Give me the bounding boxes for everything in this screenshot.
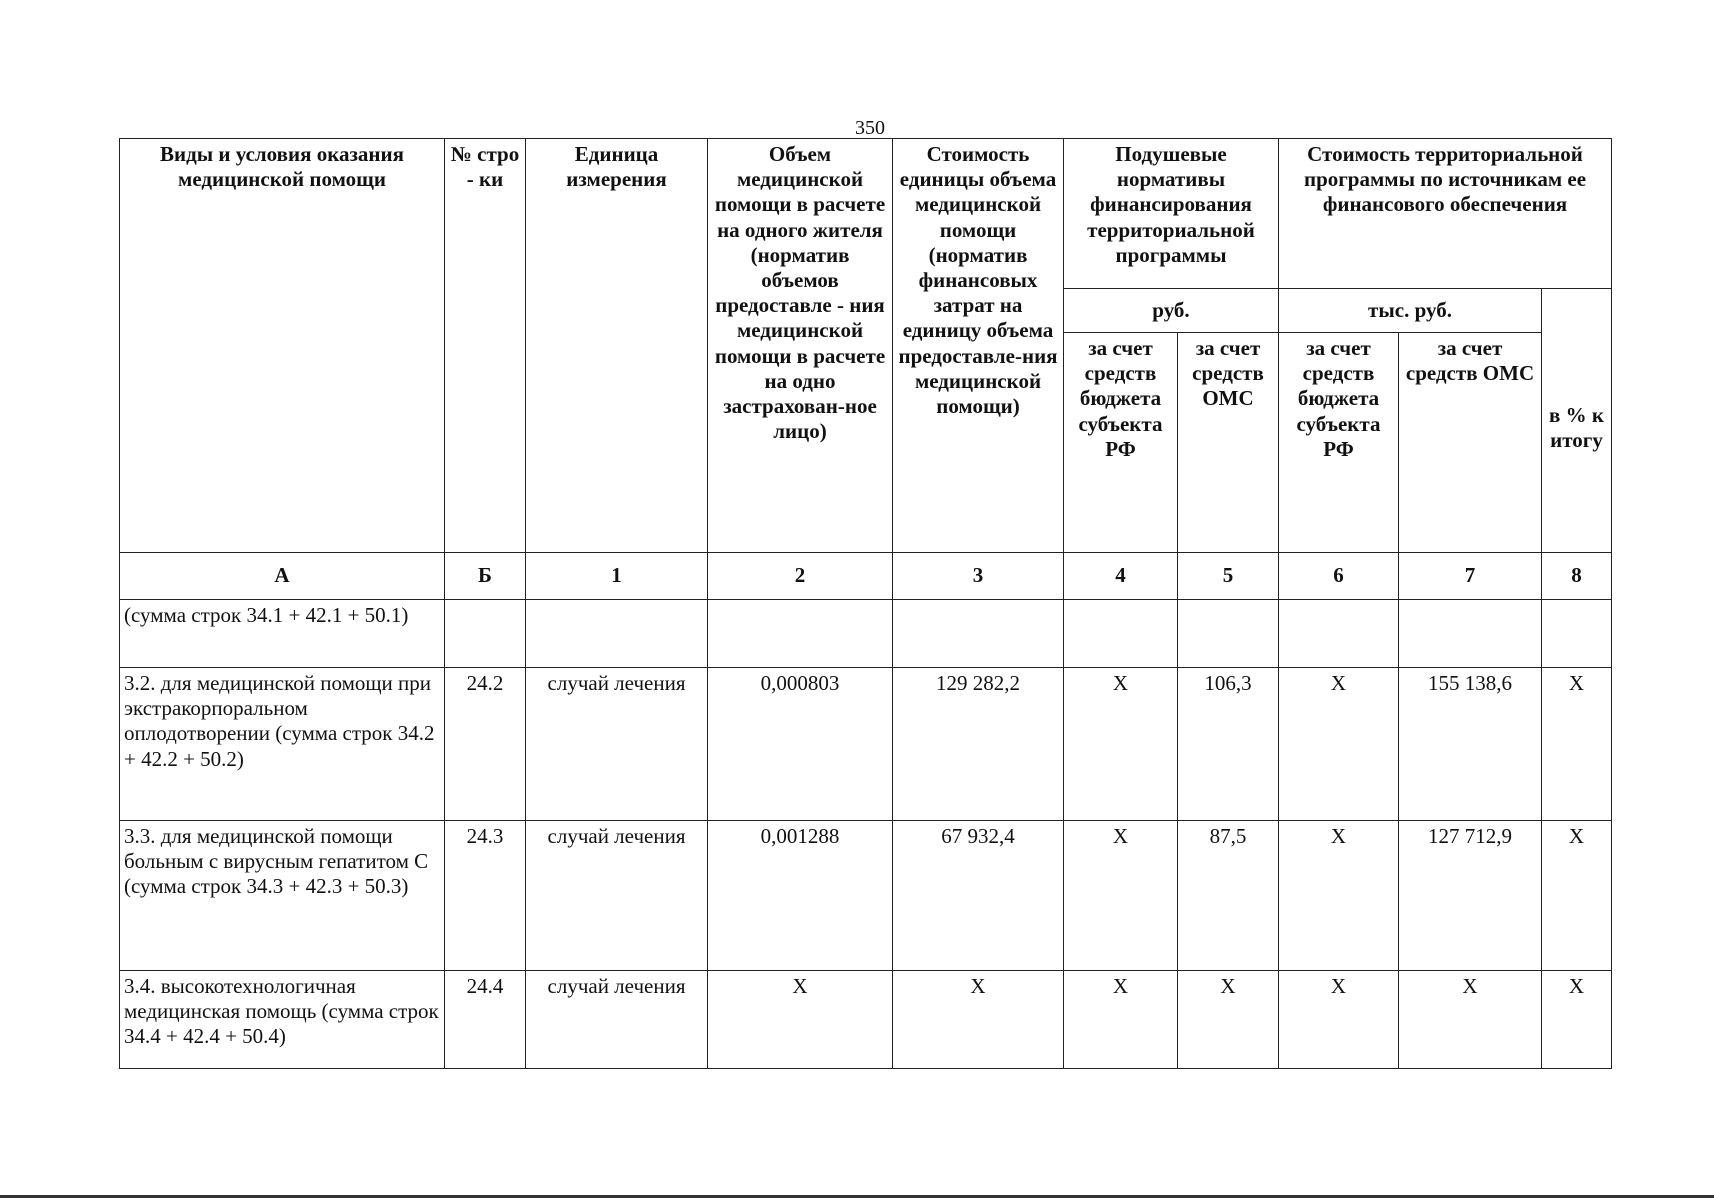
row-col7: Х: [1399, 971, 1542, 1069]
row-col7: [1399, 600, 1542, 668]
territorial-program-table: [119, 138, 1612, 1069]
row-col7: 155 138,6: [1399, 668, 1542, 821]
row-cost: 67 932,4: [893, 821, 1064, 971]
column-number: 8: [1542, 553, 1612, 600]
row-col8: Х: [1542, 668, 1612, 821]
row-number: 24.4: [445, 971, 526, 1069]
row-cost: [893, 600, 1064, 668]
header-cost: Стоимость единицы объема медицинской помощи (норматив финансовых затрат на единицу объема предоставле-ния медицинской помощи): [893, 139, 1064, 553]
row-col4: Х: [1064, 821, 1178, 971]
row-number: [445, 600, 526, 668]
header-oms-tys: за счет средств ОМС: [1399, 333, 1542, 553]
table-row: [120, 600, 1612, 668]
header-rub: руб.: [1064, 289, 1279, 333]
row-col8: Х: [1542, 971, 1612, 1069]
column-number: 3: [893, 553, 1064, 600]
header-type: Виды и условия оказания медицинской помощи: [120, 139, 445, 553]
row-volume: 0,001288: [708, 821, 893, 971]
row-col5: 87,5: [1178, 821, 1279, 971]
column-number: 7: [1399, 553, 1542, 600]
column-numbers-row: [120, 553, 1612, 600]
header-unit: Единица измерения: [526, 139, 708, 553]
table-row: [120, 668, 1612, 821]
header-budget-tys: за счет средств бюджета субъекта РФ: [1279, 333, 1399, 553]
column-number: 4: [1064, 553, 1178, 600]
row-col6: Х: [1279, 971, 1399, 1069]
row-col6: [1279, 600, 1399, 668]
row-col4: [1064, 600, 1178, 668]
row-label: (сумма строк 34.1 + 42.1 + 50.1): [120, 600, 445, 668]
column-number: 5: [1178, 553, 1279, 600]
row-volume: Х: [708, 971, 893, 1069]
row-col6: Х: [1279, 668, 1399, 821]
header-tys-rub: тыс. руб.: [1279, 289, 1542, 333]
row-col5: Х: [1178, 971, 1279, 1069]
row-cost: Х: [893, 971, 1064, 1069]
header-budget-rub: за счет средств бюджета субъекта РФ: [1064, 333, 1178, 553]
header-oms-rub: за счет средств ОМС: [1178, 333, 1279, 553]
column-number: А: [120, 553, 445, 600]
row-col8: [1542, 600, 1612, 668]
row-cost: 129 282,2: [893, 668, 1064, 821]
row-volume: [708, 600, 893, 668]
row-number: 24.2: [445, 668, 526, 821]
row-label: 3.3. для медицинской помощи больным с вирусным гепатитом С (сумма строк 34.3 + 42.3 + 50.3): [120, 821, 445, 971]
row-unit: случай лечения: [526, 668, 708, 821]
row-col7: 127 712,9: [1399, 821, 1542, 971]
row-unit: случай лечения: [526, 821, 708, 971]
row-unit: случай лечения: [526, 971, 708, 1069]
column-number: 6: [1279, 553, 1399, 600]
table-row: [120, 971, 1612, 1069]
header-row-no: № стро - ки: [445, 139, 526, 553]
row-col6: Х: [1279, 821, 1399, 971]
row-col5: 106,3: [1178, 668, 1279, 821]
column-number: Б: [445, 553, 526, 600]
row-col4: Х: [1064, 668, 1178, 821]
row-label: 3.2. для медицинской помощи при экстракорпоральном оплодотворении (сумма строк 34.2 + 42.2 + 50.2): [120, 668, 445, 821]
column-number: 2: [708, 553, 893, 600]
row-number: 24.3: [445, 821, 526, 971]
row-col8: Х: [1542, 821, 1612, 971]
row-col4: Х: [1064, 971, 1178, 1069]
row-volume: 0,000803: [708, 668, 893, 821]
header-per-capita: Подушевые нормативы финансирования территориальной программы: [1064, 139, 1279, 289]
row-col5: [1178, 600, 1279, 668]
row-label: 3.4. высокотехнологичная медицинская помощь (сумма строк 34.4 + 42.4 + 50.4): [120, 971, 445, 1069]
header-program-cost: Стоимость территориальной программы по источникам ее финансового обеспечения: [1279, 139, 1612, 289]
page-number: 350: [855, 117, 885, 139]
header-volume: Объем медицинской помощи в расчете на одного жителя (норматив объемов предоставле - ния медицинской помощи в расчете на одно застрахован-ное лицо): [708, 139, 893, 553]
header-percent: в % к итогу: [1542, 289, 1612, 553]
page-bottom-edge: [0, 1195, 1714, 1198]
table-row: [120, 821, 1612, 971]
row-unit: [526, 600, 708, 668]
column-number: 1: [526, 553, 708, 600]
